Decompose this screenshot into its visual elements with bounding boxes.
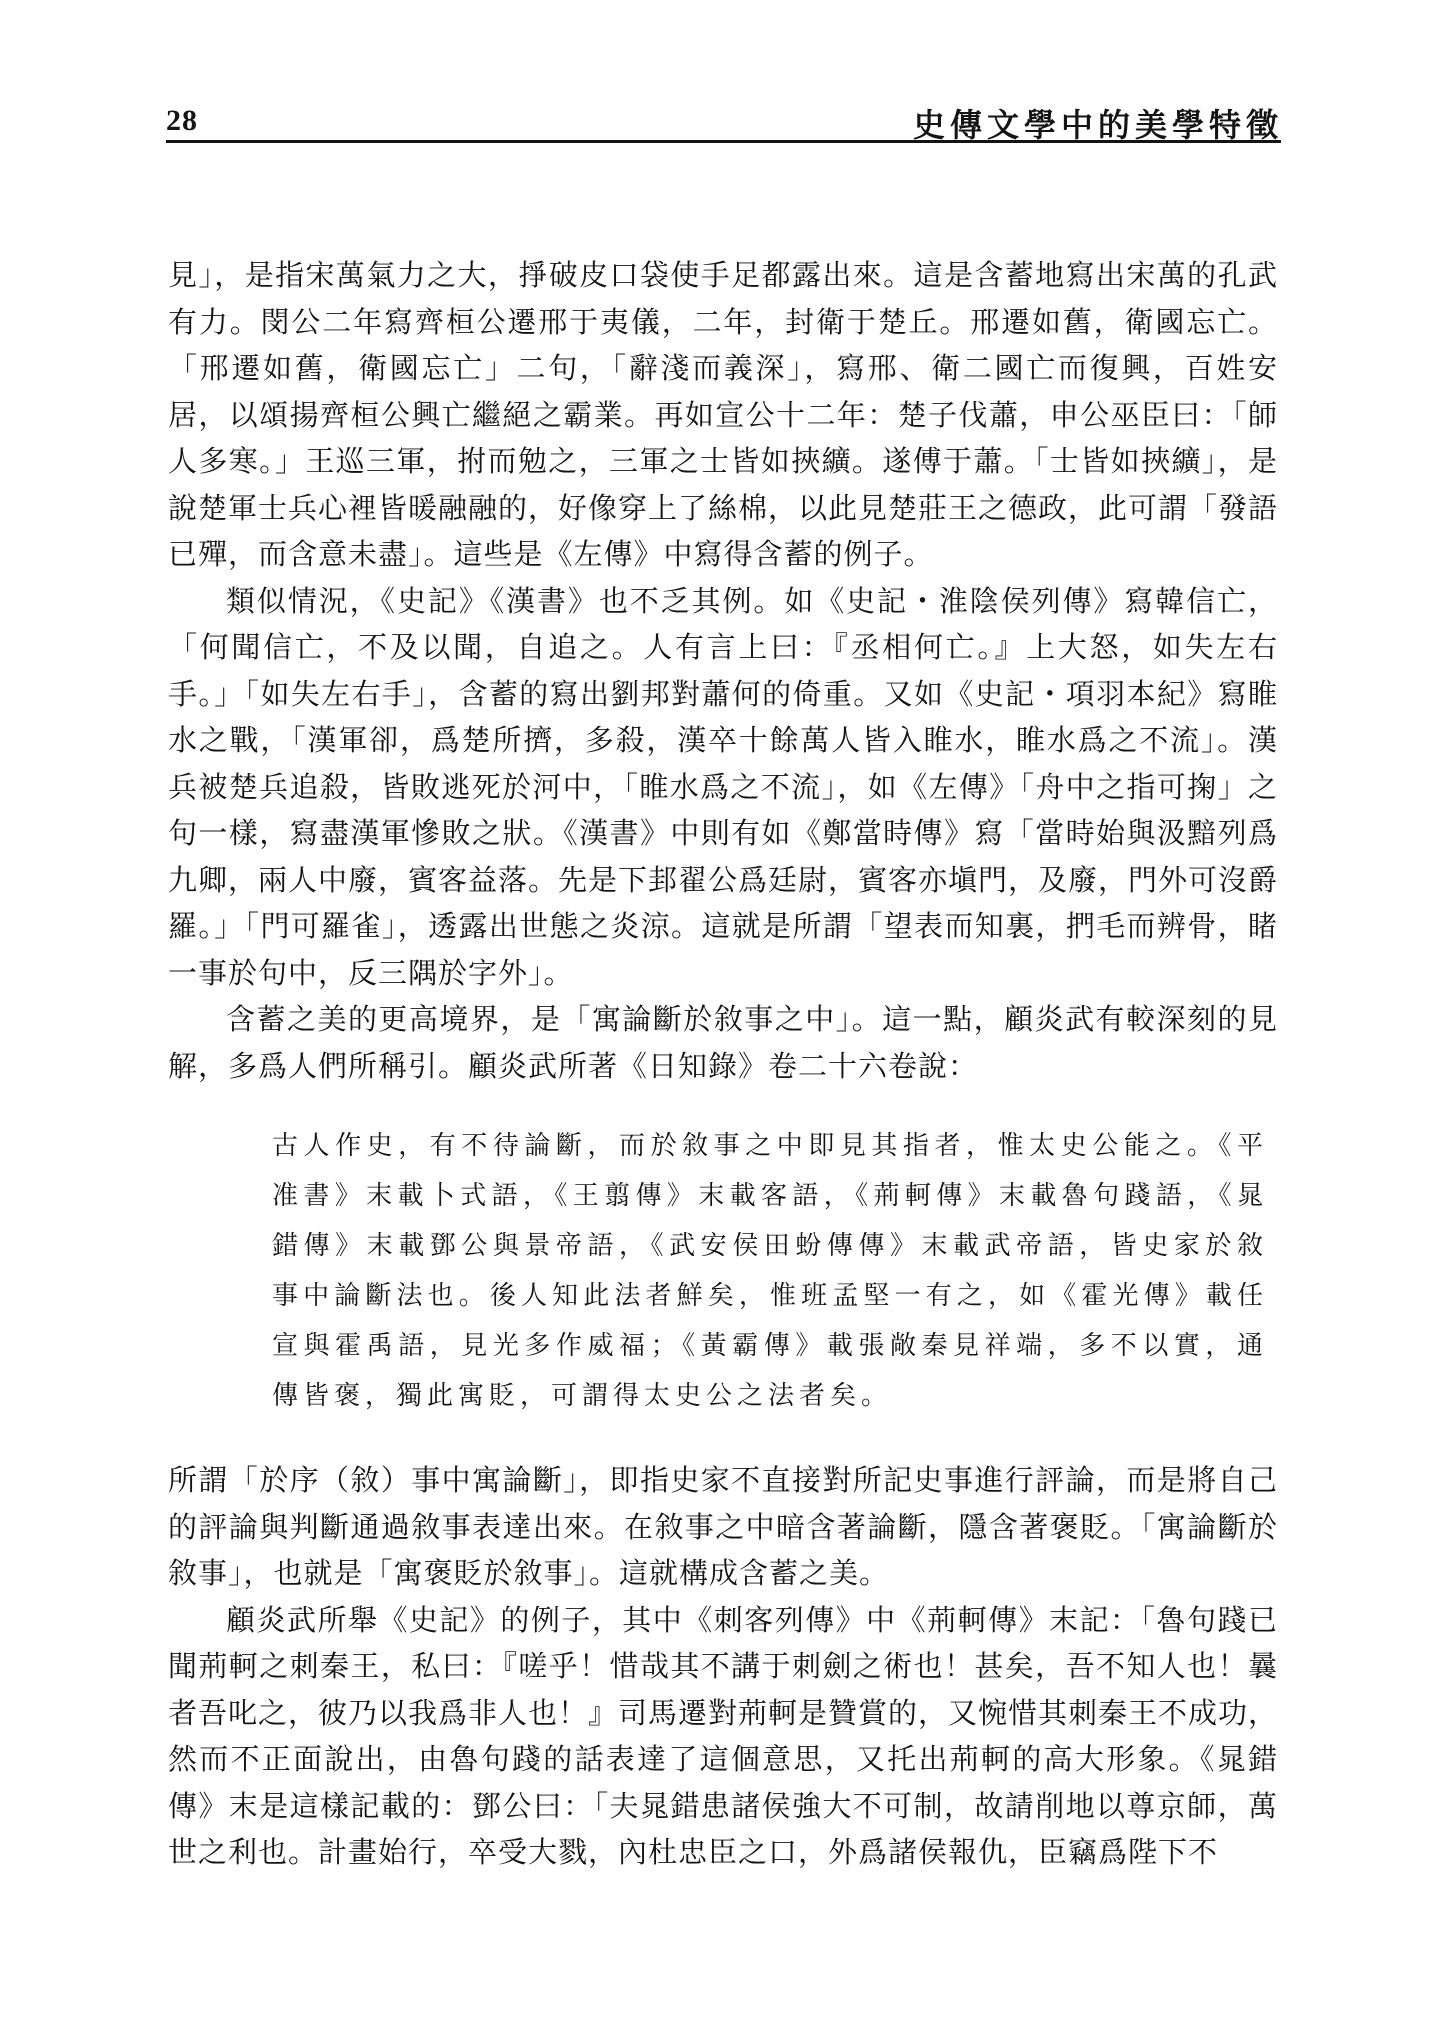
running-title: 史傳文學中的美學特徵 <box>912 106 1283 144</box>
page-number: 28 <box>166 104 198 137</box>
block-quote <box>168 1121 1278 1421</box>
paragraph: 類似情況，《史記》《漢書》也不乏其例。如《史記・淮陰侯列傳》寫韓信亡，「何聞信亡，不及以聞，自追之。人有言上曰：『丞相何亡。』上大怒，如失左右手。」「如失左右手」，含蓄的寫出劉邦對蕭何的倚重。又如《史記・項羽本紀》寫睢水之戰，「漢軍卻，爲楚所擠，多殺，漢卒十餘萬人皆入睢水，睢水爲之不流」。漢兵被楚兵追殺，皆敗逃死於河中，「睢水爲之不流」，如《左傳》「舟中之指可掬」之句一樣，寫盡漢軍慘敗之狀。《漢書》中則有如《鄭當時傳》寫「當時始與汲黯列爲九卿，兩人中廢，賓客益落。先是下邽翟公爲廷尉，賓客亦塡門，及廢，門外可沒爵羅。」「門可羅雀」，透露出世態之炎涼。這就是所謂「望表而知裏，捫毛而辨骨，睹一事於句中，反三隅於字外」。 <box>168 583 1279 990</box>
block-quote-text: 古人作史，有不待論斷，而於敘事之中即見其指者，惟太史公能之。《平准書》末載卜式語，《王翦傳》末載客語，《荊軻傳》末載魯句踐語，《晁錯傳》末載鄧公與景帝語，《武安侯田蚡傳傳》末載武帝語，皆史家於敘事中論斷法也。後人知此法者鮮矣，惟班孟堅一有之，如《霍光傳》載任宣與霍禹語，見光多作威福；《黃霸傳》載張敞秦見祥端，多不以實，通傳皆褒，獨此寓貶，可謂得太史公之法者矣。 <box>272 1131 1268 1411</box>
paragraph: 含蓄之美的更高境界，是「寓論斷於敘事之中」。這一點，顧炎武有較深刻的見解，多爲人們所稱引。顧炎武所著《日知錄》卷二十六卷說： <box>168 1002 1278 1083</box>
header-rule <box>166 140 1281 143</box>
body-text <box>168 252 1278 1876</box>
paragraph: 顧炎武所舉《史記》的例子，其中《刺客列傳》中《荊軻傳》末記：「魯句踐已聞荊軻之刺秦王，私曰：『嗟乎！惜哉其不講于刺劍之術也！甚矣，吾不知人也！曩者吾叱之，彼乃以我爲非人也！』司馬遷對荊軻是贊賞的，又惋惜其刺秦王不成功，然而不正面說出，由魯句踐的話表達了這個意思，又托出荊軻的高大形象。《晁錯傳》末是這樣記載的：鄧公曰：「夫晁錯患諸侯強大不可制，故請削地以尊京師，萬世之利也。計畫始行，卒受大戮，內杜忠臣之口，外爲諸侯報仇，臣竊爲陛下不 <box>168 1602 1279 1869</box>
paragraph: 所謂「於序（敘）事中寓論斷」，即指史家不直接對所記史事進行評論，而是將自己的評論與判斷通過敘事表達出來。在敘事之中暗含著論斷，隱含著褒貶。「寓論斷於敘事」，也就是「寓褒貶於敘事」。這就構成含蓄之美。 <box>168 1463 1278 1590</box>
paragraph-continued: 見」，是指宋萬氣力之大，掙破皮口袋使手足都露出來。這是含蓄地寫出宋萬的孔武有力。閔公二年寫齊桓公遷邢于夷儀，二年，封衛于楚丘。邢遷如舊，衛國忘亡。「邢遷如舊，衛國忘亡」二句，「辭淺而義深」，寫邢、衛二國亡而復興，百姓安居，以頌揚齊桓公興亡繼絕之霸業。再如宣公十二年：楚子伐蕭，申公巫臣曰：「師人多寒。」王巡三軍，拊而勉之，三軍之士皆如挾纊。遂傅于蕭。「士皆如挾纊」，是說楚軍士兵心裡皆暖融融的，好像穿上了絲棉，以此見楚莊王之德政，此可謂「發語已殫，而含意未盡」。這些是《左傳》中寫得含蓄的例子。 <box>168 258 1279 571</box>
